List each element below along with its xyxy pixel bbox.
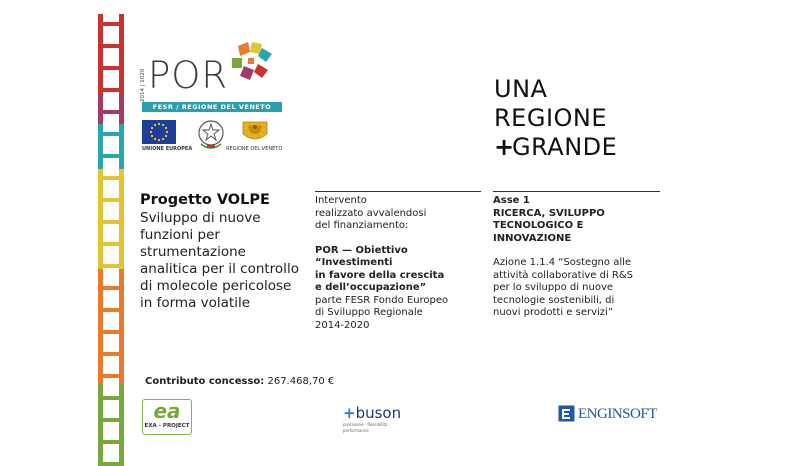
funding-column xyxy=(315,195,485,332)
program-line-3: in favore della crescita xyxy=(315,269,445,281)
action-line-1: Azione 1.1.4 “Sostegno alle xyxy=(493,257,632,268)
slogan xyxy=(494,75,617,162)
buson-tagline: precisione · flessibilità · performance xyxy=(343,422,391,433)
plus-icon: + xyxy=(494,133,515,161)
ladder-rung xyxy=(101,418,121,422)
ladder-rung xyxy=(101,220,121,224)
enginsoft-logo xyxy=(558,404,678,424)
ladder-rung xyxy=(101,374,121,378)
slogan-grande: GRANDE xyxy=(512,133,618,161)
eu-flag-icon xyxy=(142,120,176,144)
exa-mark: ea xyxy=(153,399,181,423)
axis-title-1: RICERCA, SVILUPPO xyxy=(493,207,605,219)
program-line-1: POR — Obiettivo xyxy=(315,244,408,256)
funding-intro-2: realizzato avvalendosi xyxy=(315,207,427,219)
action-line-2: attività collaborative di R&S xyxy=(493,269,634,281)
por-wordmark: POR xyxy=(148,54,229,97)
program-line-4: e dell’occupazione” xyxy=(315,282,427,293)
eu-label: UNIONE EUROPEA xyxy=(142,146,193,152)
project-description: Sviluppo di nuove funzioni per strumentazione analitica per il controllo di molecole pericolose in forma volatile xyxy=(140,210,299,311)
ladder-rung xyxy=(101,132,121,136)
ladder-rung xyxy=(101,286,121,290)
funding-intro-1: Intervento xyxy=(315,195,367,206)
veneto-lion-icon xyxy=(240,118,270,144)
ladder-rail-right xyxy=(119,94,124,124)
ladder-rail-right xyxy=(119,14,124,94)
axis-label: Asse 1 xyxy=(493,195,530,206)
fund-line-2: di Sviluppo Regionale xyxy=(315,307,423,318)
buson-name: buson xyxy=(355,404,402,422)
buson-plus-icon: + xyxy=(343,404,356,422)
enginsoft-name: ENGINSOFT xyxy=(578,406,657,422)
contribution-amount: 267.468,70 € xyxy=(267,376,335,387)
ladder-rung xyxy=(101,330,121,334)
por-fesr-band: FESR / REGIONE DEL VENETO xyxy=(142,102,282,112)
por-flower-icon xyxy=(228,40,276,84)
project-title: Progetto VOLPE xyxy=(140,192,270,208)
slogan-line-1: UNA xyxy=(494,75,548,103)
contribution xyxy=(145,376,334,387)
veneto-label: REGIONE DEL VENETO xyxy=(226,146,283,152)
ladder-rung xyxy=(101,264,121,268)
axis-title-3: INNOVAZIONE xyxy=(493,232,572,244)
italian-emblem-icon xyxy=(196,118,226,152)
ladder-rung xyxy=(101,22,121,26)
ladder-rail-left xyxy=(98,124,103,169)
ladder-rail-right xyxy=(119,169,124,269)
ladder-rung xyxy=(101,66,121,70)
fund-line-1: parte FESR Fondo Europeo xyxy=(315,294,449,306)
fund-line-3: 2014-2020 xyxy=(315,319,370,331)
divider-right xyxy=(493,191,660,192)
exa-project-logo xyxy=(142,399,192,435)
ladder-rail-left xyxy=(98,169,103,269)
ladder-rung xyxy=(101,308,121,312)
por-fesr-logo xyxy=(140,40,283,160)
axis-title-2: TECNOLOGICO E xyxy=(493,220,584,231)
ladder-rung xyxy=(101,396,121,400)
program-line-2: “Investimenti xyxy=(315,257,393,268)
ladder-rung xyxy=(101,88,121,92)
action-line-3: per lo sviluppo di nuove xyxy=(493,282,614,293)
ladder-decoration xyxy=(98,14,130,466)
ladder-rung xyxy=(101,462,121,466)
por-years: 2014 | 2020 xyxy=(140,68,146,102)
action-line-5: nuovi prodotti e servizi” xyxy=(493,307,613,318)
buson-logo xyxy=(343,404,413,434)
contribution-label: Contributo concesso: xyxy=(145,376,265,387)
ladder-rung xyxy=(101,440,121,444)
ladder-rung xyxy=(101,44,121,48)
ladder-rung xyxy=(101,242,121,246)
slogan-line-2: REGIONE xyxy=(494,104,608,132)
ladder-rail-left xyxy=(98,14,103,94)
divider-middle xyxy=(315,191,481,192)
ladder-rung xyxy=(101,176,121,180)
ladder-rung xyxy=(101,110,121,114)
enginsoft-icon xyxy=(558,405,575,422)
exa-name: EXA - PROJECT xyxy=(144,423,190,429)
action-line-4: tecnologie sostenibili, di xyxy=(493,294,615,306)
ladder-rail-left xyxy=(98,94,103,124)
ladder-rung xyxy=(101,154,121,158)
ladder-rail-right xyxy=(119,124,124,169)
axis-column xyxy=(493,195,668,320)
funding-intro-3: del finanziamento: xyxy=(315,220,409,231)
slogan-line-3 xyxy=(494,133,617,162)
ladder-rung xyxy=(101,352,121,356)
ladder-rung xyxy=(101,198,121,202)
